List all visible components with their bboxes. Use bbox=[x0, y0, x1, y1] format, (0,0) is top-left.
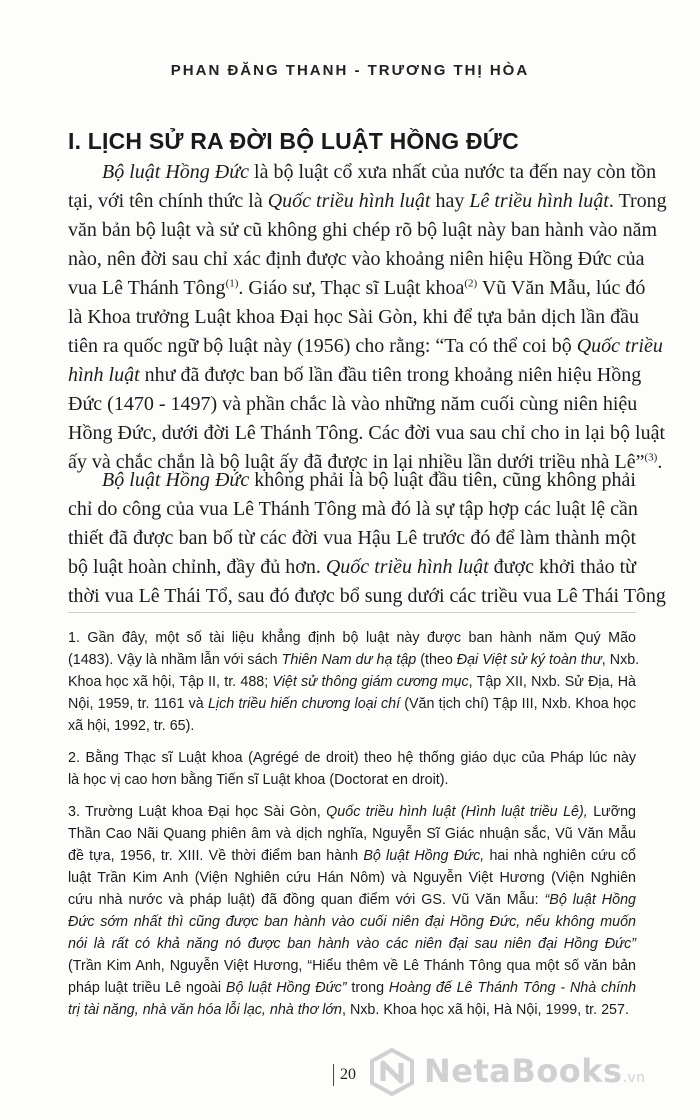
page-number: 20 bbox=[333, 1064, 356, 1086]
footnote-ref-1: (1) bbox=[225, 277, 239, 290]
footnote-1: 1. Gần đây, một số tài liệu khẳng định bộ luật này được ban hành năm Quý Mão (1483). Vậy là nhầm lẫn với sách Thiên Nam dư hạ tập (theo Đại Việt sử ký toàn thư, Nxb. Khoa học xã hội, Tập II, tr. 488; Việt sử thông giám cương mục, Tập XII, Nxb. Sử Địa, Hà Nội, 1959, tr. 1161 và Lịch triều hiến chương loại chí (Văn tịch chí) Tập III, Nxb. Khoa học xã hội, 1992, tr. 65). bbox=[68, 630, 640, 734]
section-heading: I. LỊCH SỬ RA ĐỜI BỘ LUẬT HỒNG ĐỨC bbox=[68, 128, 519, 154]
text-line: vua Lê Thánh Tông$^{(1)}$. Giáo sư, Thạc sĩ Luật khoa$^{(2)}$ Vũ Văn Mẫu, lúc đó bbox=[68, 277, 646, 299]
text-line: thời vua Lê Thái Tổ, sau đó được bổ sung dưới các triều vua Lê Thái Tông bbox=[68, 585, 666, 607]
text-line: chỉ do công của vua Lê Thánh Tông mà đó là sự tập hợp các luật lệ cần bbox=[68, 498, 638, 520]
netabooks-logo-icon bbox=[368, 1048, 416, 1096]
text-line: là Khoa trưởng Luật khoa Đại học Sài Gòn, khi để tựa bản dịch lần đầu bbox=[68, 306, 639, 328]
text-line: bộ luật hoàn chỉnh, đầy đủ hơn. Quốc triều hình luật được khởi thảo từ bbox=[68, 556, 636, 578]
text-line: thiết đã được ban bố từ các đời vua Hậu Lê trước đó để làm thành một bbox=[68, 527, 636, 549]
netabooks-watermark bbox=[368, 1046, 698, 1096]
text-line: Bộ luật Hồng Đức không phải là bộ luật đầu tiên, cũng không phải bbox=[102, 469, 636, 491]
text-line: ấy và chắc chắn là bộ luật ấy đã được in lại nhiều lần dưới triều nhà Lê”$^{(3)}$. bbox=[68, 451, 663, 473]
text-line: tiên ra quốc ngữ bộ luật này (1956) cho rằng: “Ta có thể coi bộ Quốc triều bbox=[68, 335, 663, 357]
text-line: nào, nên đời sau chỉ xác định được vào khoảng niên hiệu Hồng Đức của bbox=[68, 248, 645, 270]
paragraph-1 bbox=[68, 158, 667, 477]
footnote-3: 3. Trường Luật khoa Đại học Sài Gòn, Quốc triều hình luật (Hình luật triều Lê), Lưỡng Thần Cao Nãi Quang phiên âm và dịch nghĩa, Nguyễn Sĩ Giác nhuận sắc, Vũ Văn Mẫu đề tựa, 1956, tr. XIII. Về thời điểm ban hành Bộ luật Hồng Đức, hai nhà nghiên cứu cổ luật Trần Kim Anh (Viện Nghiên cứu Hán Nôm) và Nguyễn Việt Hương (Viện Nghiên cứu nhà nước và pháp luật) đã đồng quan điểm với GS. Vũ Văn Mẫu: “Bộ luật Hồng Đức sớm nhất thì cũng được ban hành vào cuối niên đại Hồng Đức, nếu không muốn nói là rất có khả năng nó được ban hành vào các niên đại sau niên đại Hồng Đức” (Trần Kim Anh, Nguyễn Việt Hương, “Hiểu thêm về Lê Thánh Tông qua một số văn bản pháp luật triều Lê ngoài Bộ luật Hồng Đức” trong Hoàng đế Lê Thánh Tông - Nhà chính trị tài năng, nhà văn hóa lỗi lạc, nhà thơ lớn, Nxb. Khoa học xã hội, Hà Nội, 1999, tr. 257. bbox=[68, 804, 637, 1018]
text-line: tại, với tên chính thức là Quốc triều hình luật hay Lê triều hình luật. Trong bbox=[68, 190, 667, 212]
watermark-text: NetaBooks.vn bbox=[424, 1052, 646, 1090]
footnote-2: 2. Bằng Thạc sĩ Luật khoa (Agrégé de droit) theo hệ thống giáo dục của Pháp lúc này là học vị cao hơn bằng Tiến sĩ Luật khoa (Doctorat en droit). bbox=[68, 750, 636, 788]
text-line: Đức (1470 - 1497) và phần chắc là vào những năm cuối cùng niên hiệu bbox=[68, 393, 638, 415]
footnotes bbox=[68, 627, 640, 1031]
paragraph-2 bbox=[68, 466, 666, 611]
footnote-divider bbox=[68, 612, 636, 613]
running-head: PHAN ĐĂNG THANH - TRƯƠNG THỊ HÒA bbox=[170, 62, 530, 79]
text-line: hình luật như đã được ban bố lần đầu tiên trong khoảng niên hiệu Hồng bbox=[68, 364, 642, 386]
text-line: Bộ luật Hồng Đức là bộ luật cổ xưa nhất của nước ta đến nay còn tồn bbox=[102, 161, 657, 183]
footnote-ref-3: (3) bbox=[644, 451, 658, 464]
text-line: văn bản bộ luật và sử cũ không ghi chép rõ bộ luật này ban hành vào năm bbox=[68, 219, 658, 241]
footnote-ref-2: (2) bbox=[464, 277, 478, 290]
text-line: Hồng Đức, dưới đời Lê Thánh Tông. Các đời vua sau chỉ cho in lại bộ luật bbox=[68, 422, 666, 444]
